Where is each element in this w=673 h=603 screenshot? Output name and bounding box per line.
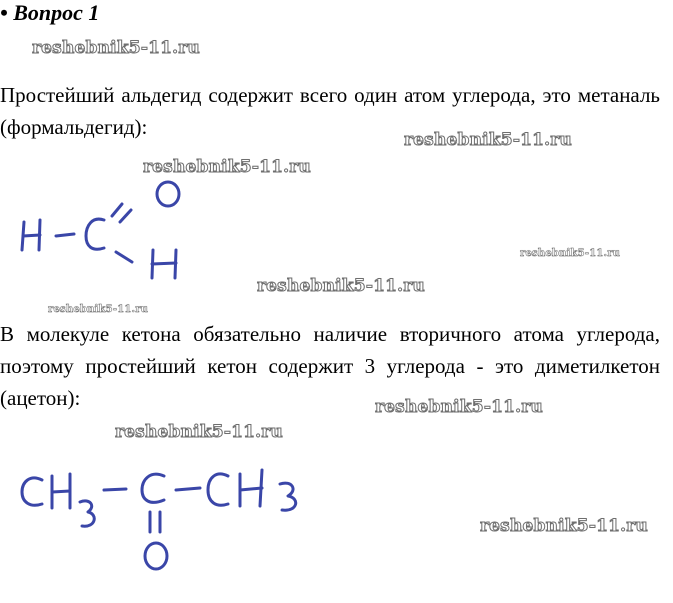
subscript-3-left — [80, 501, 94, 526]
formaldehyde-structure-drawing — [0, 180, 210, 290]
question-title: Вопрос 1 — [13, 0, 100, 25]
acetone-structure-drawing — [0, 450, 320, 580]
watermark: reshebnik5-11.ru — [404, 130, 572, 150]
single-bond-left — [104, 489, 126, 490]
watermark: reshebnik5-11.ru — [115, 422, 283, 442]
paragraph-aldehyde: Простейший альдегид содержит всего один атом углерода, это метаналь (формальдегид): — [0, 83, 660, 139]
question-heading — [0, 0, 99, 26]
atom-c-right — [208, 474, 228, 505]
watermark: reshebnik5-11.ru — [143, 157, 311, 177]
double-bond — [112, 204, 122, 216]
atom-o — [145, 543, 167, 569]
watermark: reshebnik5-11.ru — [32, 38, 200, 58]
watermark: reshebnik5-11.ru — [520, 248, 621, 259]
atom-c — [86, 219, 104, 249]
atom-c-center — [142, 474, 164, 502]
watermark: reshebnik5-11.ru — [257, 276, 425, 296]
subscript-3-right — [280, 483, 296, 510]
single-bond-right — [176, 488, 200, 490]
bullet: • — [0, 0, 8, 25]
watermark: reshebnik5-11.ru — [480, 516, 648, 536]
atom-o — [157, 182, 179, 206]
single-bond-left — [56, 234, 74, 236]
atom-c-left — [22, 478, 42, 505]
single-bond-right — [116, 252, 132, 262]
watermark: reshebnik5-11.ru — [375, 397, 543, 417]
paragraph-ketone: В молекуле кетона обязательно наличие вторичного атома углерода, поэтому простейший кетон содержит 3 углерода - это диметилкетон (ацетон): — [0, 322, 660, 410]
watermark: reshebnik5-11.ru — [48, 304, 149, 315]
